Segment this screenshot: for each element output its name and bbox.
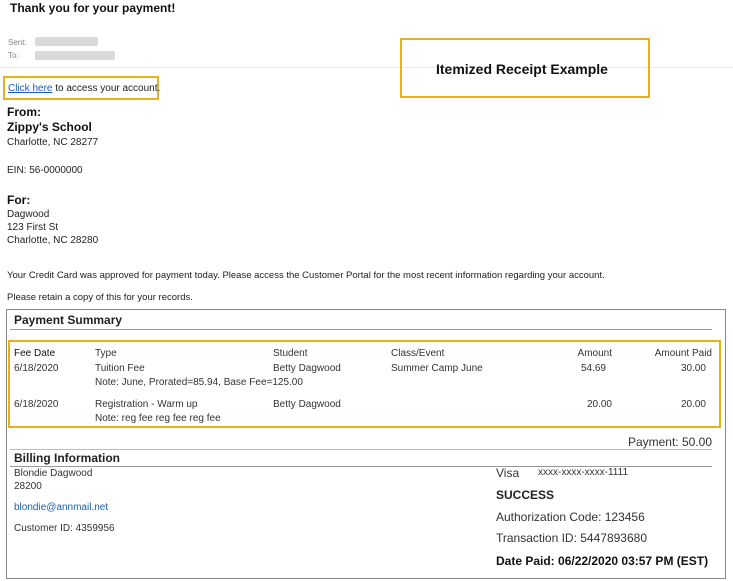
row-student: Betty Dagwood bbox=[273, 399, 341, 410]
row-student: Betty Dagwood bbox=[273, 363, 341, 374]
date-paid: Date Paid: 06/22/2020 03:57 PM (EST) bbox=[496, 554, 709, 568]
access-account-line bbox=[8, 83, 160, 94]
row-type: Registration - Warm up bbox=[95, 399, 198, 410]
row-class-event: Summer Camp June bbox=[391, 363, 483, 374]
payment-summary-heading: Payment Summary bbox=[14, 313, 123, 327]
card-type: Visa bbox=[496, 466, 520, 480]
payment-summary-divider bbox=[10, 329, 712, 330]
row-amount: 20.00 bbox=[586, 399, 612, 410]
from-heading: From: bbox=[7, 105, 41, 119]
payment-status: SUCCESS bbox=[496, 488, 555, 502]
click-here-link[interactable]: Click here bbox=[8, 83, 53, 94]
row-type: Tuition Fee bbox=[95, 363, 145, 374]
billing-zip: 28200 bbox=[14, 481, 42, 492]
col-fee-date: Fee Date bbox=[14, 348, 56, 359]
receipt-example-label: Itemized Receipt Example bbox=[436, 61, 608, 77]
col-student: Student bbox=[273, 348, 308, 359]
billing-customer-id: Customer ID: 4359956 bbox=[14, 523, 115, 534]
email-subject: Thank you for your payment! bbox=[10, 1, 176, 15]
payment-total: Payment: 50.00 bbox=[627, 435, 712, 449]
from-city: Charlotte, NC 28277 bbox=[7, 137, 99, 148]
authorization-code: Authorization Code: 123456 bbox=[496, 510, 645, 524]
for-heading: For: bbox=[7, 193, 31, 207]
for-city: Charlotte, NC 28280 bbox=[7, 235, 99, 246]
card-number: xxxx-xxxx-xxxx-1111 bbox=[538, 467, 629, 478]
row-amount-paid: 30.00 bbox=[680, 363, 706, 374]
from-name: Zippy's School bbox=[7, 120, 92, 134]
row-fee-date: 6/18/2020 bbox=[14, 399, 59, 410]
col-type: Type bbox=[95, 348, 117, 359]
col-amount-paid: Amount Paid bbox=[654, 348, 712, 359]
billing-top-divider bbox=[10, 449, 712, 450]
approval-message: Your Credit Card was approved for payment today. Please access the Customer Portal for the most recent information regarding your account. bbox=[7, 270, 605, 281]
billing-email-link[interactable]: blondie@annmail.net bbox=[14, 502, 109, 513]
col-amount: Amount bbox=[577, 348, 612, 359]
row-fee-date: 6/18/2020 bbox=[14, 363, 59, 374]
col-class-event: Class/Event bbox=[391, 348, 445, 359]
row-amount-paid: 20.00 bbox=[680, 399, 706, 410]
for-street: 123 First St bbox=[7, 222, 59, 233]
access-suffix: to access your account. bbox=[52, 83, 161, 94]
sent-label: Sent: bbox=[8, 38, 27, 47]
row-note: Note: June, Prorated=85.94, Base Fee=125.00 bbox=[95, 377, 303, 388]
row-note: Note: reg fee reg fee reg fee bbox=[95, 413, 221, 424]
billing-name: Blondie Dagwood bbox=[14, 468, 93, 479]
for-name: Dagwood bbox=[7, 209, 50, 220]
transaction-id: Transaction ID: 5447893680 bbox=[496, 531, 647, 545]
billing-heading: Billing Information bbox=[14, 451, 120, 465]
to-label: To: bbox=[8, 51, 19, 60]
to-value-redacted bbox=[35, 51, 115, 60]
sent-value-redacted bbox=[35, 37, 98, 46]
row-amount: 54.69 bbox=[580, 363, 606, 374]
retain-message: Please retain a copy of this for your records. bbox=[7, 292, 193, 303]
from-ein: EIN: 56-0000000 bbox=[7, 165, 83, 176]
